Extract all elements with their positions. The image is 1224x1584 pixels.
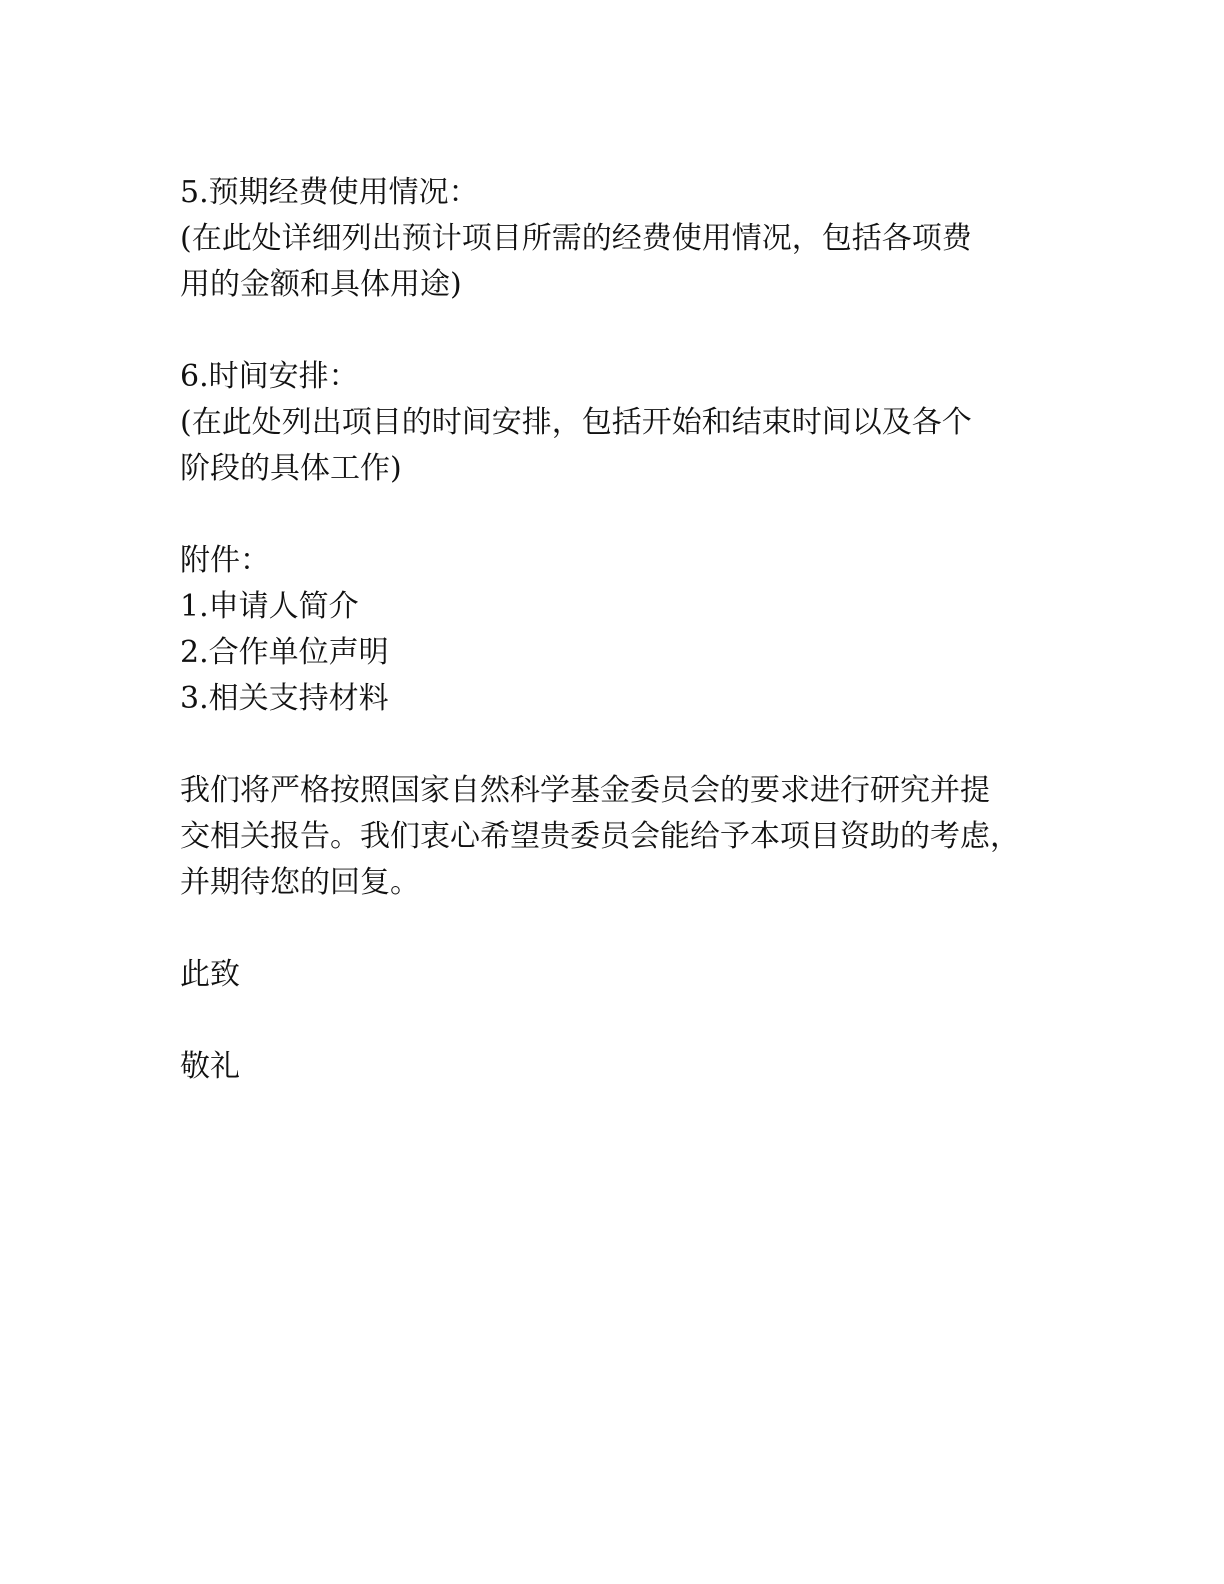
- spacer: [180, 906, 1080, 952]
- respect-block: [180, 1044, 1080, 1090]
- salutation-block: [180, 952, 1080, 998]
- section-expected-funding: [180, 170, 1080, 308]
- closing-paragraph: [180, 768, 1080, 906]
- section-heading: 5.预期经费使用情况：: [180, 175, 479, 210]
- attachment-item: 1.申请人简介: [180, 589, 359, 624]
- attachment-item: 3.相关支持材料: [180, 681, 389, 716]
- salutation-text: 此致: [180, 957, 240, 992]
- section-note-line: 阶段的具体工作): [180, 451, 402, 486]
- attachment-item: 2.合作单位声明: [180, 635, 389, 670]
- closing-line: 我们将严格按照国家自然科学基金委员会的要求进行研究并提: [180, 773, 990, 808]
- respect-text: 敬礼: [180, 1049, 240, 1084]
- closing-line: 并期待您的回复。: [180, 865, 420, 900]
- section-schedule: [180, 354, 1080, 492]
- spacer: [180, 998, 1080, 1044]
- section-note-line: (在此处列出项目的时间安排，包括开始和结束时间以及各个: [180, 405, 972, 440]
- section-note-line: (在此处详细列出预计项目所需的经费使用情况，包括各项费: [180, 221, 972, 256]
- spacer: [180, 308, 1080, 354]
- attachments-heading: 附件：: [180, 543, 270, 578]
- section-note-line: 用的金额和具体用途): [180, 267, 462, 302]
- section-heading: 6.时间安排：: [180, 359, 359, 394]
- attachments-section: [180, 538, 1080, 722]
- spacer: [180, 722, 1080, 768]
- spacer: [180, 492, 1080, 538]
- closing-line: 交相关报告。我们衷心希望贵委员会能给予本项目资助的考虑，: [180, 819, 1020, 854]
- document-body: [180, 170, 1080, 1090]
